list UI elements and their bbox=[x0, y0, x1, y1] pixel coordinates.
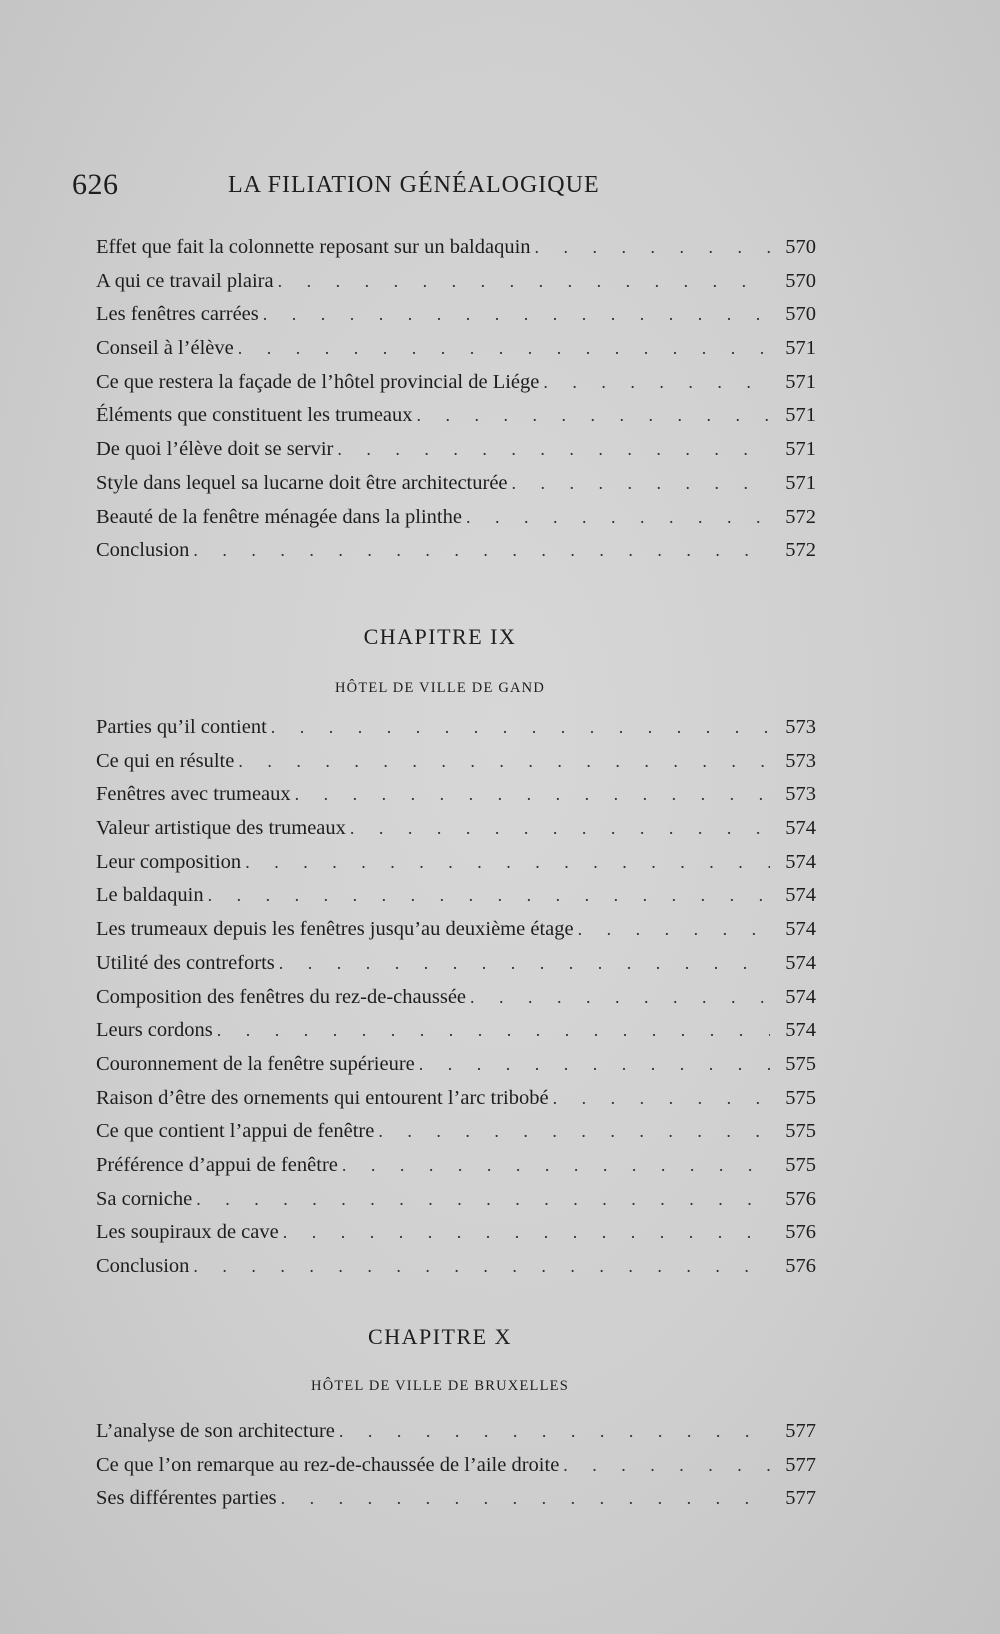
toc-entry bbox=[96, 711, 816, 745]
toc-entry-text: De quoi l’élève doit se servir bbox=[96, 438, 334, 461]
toc-section-chapter-x bbox=[96, 1415, 816, 1516]
toc-entry-text: Couronnement de la fenêtre supérieure bbox=[96, 1052, 415, 1075]
toc-entry bbox=[96, 501, 816, 535]
chapter-title: CHAPITRE IX bbox=[363, 624, 517, 649]
dot-leader bbox=[238, 745, 770, 779]
toc-entry-text: Parties qu’il contient bbox=[96, 716, 267, 738]
chapter-subtitle: HÔTEL DE VILLE DE GAND bbox=[334, 680, 546, 696]
toc-entry bbox=[96, 1014, 816, 1048]
toc-entry bbox=[96, 745, 816, 779]
toc-entry-text: Les fenêtres carrées bbox=[96, 303, 259, 326]
toc-entry-text: Ce que restera la façade de l’hôtel provincial de Liége bbox=[96, 370, 540, 393]
toc-entry-page: 570 bbox=[785, 236, 816, 258]
toc-entry bbox=[96, 1115, 816, 1149]
toc-entry bbox=[96, 366, 816, 400]
toc-entry-page: 575 bbox=[785, 1052, 816, 1075]
dot-leader bbox=[553, 1082, 770, 1116]
toc-entry-text: L’analyse de son architecture bbox=[96, 1420, 335, 1442]
toc-entry-page: 575 bbox=[785, 1120, 816, 1143]
toc-entry-text: Ce que l’on remarque au rez-de-chaussée de l’aile droite bbox=[96, 1453, 560, 1476]
toc-entry-page: 575 bbox=[785, 1086, 816, 1109]
toc-entry bbox=[96, 1216, 816, 1250]
toc-entry-text: Préférence d’appui de fenêtre bbox=[96, 1153, 338, 1176]
toc-entry bbox=[96, 879, 816, 913]
toc-entry-page: 570 bbox=[785, 269, 816, 292]
dot-leader bbox=[339, 1415, 770, 1449]
dot-leader bbox=[196, 1183, 770, 1217]
dot-leader bbox=[417, 399, 770, 433]
toc-entry bbox=[96, 981, 816, 1015]
toc-entry bbox=[96, 1415, 816, 1449]
running-title: LA FILIATION GÉNÉALOGIQUE bbox=[228, 172, 600, 198]
toc-entry-text: Beauté de la fenêtre ménagée dans la plinthe bbox=[96, 505, 462, 528]
toc-entry-text: Éléments que constituent les trumeaux bbox=[96, 404, 413, 427]
dot-leader bbox=[535, 231, 770, 265]
toc-entry-page: 574 bbox=[785, 817, 816, 840]
dot-leader bbox=[378, 1115, 770, 1149]
dot-leader bbox=[350, 812, 770, 846]
toc-entry-text: Conclusion bbox=[96, 539, 190, 562]
toc-entry-text: Le baldaquin bbox=[96, 884, 204, 907]
toc-entry-page: 577 bbox=[785, 1420, 816, 1442]
dot-leader bbox=[470, 981, 770, 1015]
toc-entry-text: Leurs cordons bbox=[96, 1019, 213, 1042]
toc-entry-page: 572 bbox=[785, 505, 816, 528]
dot-leader bbox=[278, 265, 770, 299]
toc-entry-text: Ses différentes parties bbox=[96, 1487, 277, 1510]
dot-leader bbox=[238, 332, 770, 366]
dot-leader bbox=[543, 366, 770, 400]
toc-entry bbox=[96, 298, 816, 332]
toc-entry-text: Valeur artistique des trumeaux bbox=[96, 817, 346, 840]
toc-entry-page: 571 bbox=[785, 370, 816, 393]
toc-entry-page: 574 bbox=[785, 985, 816, 1008]
toc-entry-text: Raison d’être des ornements qui entourent l’arc tribobé bbox=[96, 1086, 549, 1109]
toc-entry-text: Utilité des contreforts bbox=[96, 951, 275, 974]
running-head bbox=[72, 168, 652, 204]
toc-entry-page: 574 bbox=[785, 1019, 816, 1042]
toc-entry-page: 571 bbox=[785, 404, 816, 427]
dot-leader bbox=[271, 711, 770, 745]
toc-entry-page: 572 bbox=[785, 539, 816, 562]
toc-entry bbox=[96, 467, 816, 501]
toc-entry bbox=[96, 846, 816, 880]
chapter-subtitle: HÔTEL DE VILLE DE BRUXELLES bbox=[311, 1378, 569, 1394]
toc-entry-page: 576 bbox=[785, 1221, 816, 1244]
toc-entry-page: 571 bbox=[785, 438, 816, 461]
toc-entry-page: 571 bbox=[785, 471, 816, 494]
dot-leader bbox=[512, 467, 770, 501]
toc-entry-page: 576 bbox=[785, 1187, 816, 1210]
dot-leader bbox=[193, 1250, 770, 1284]
dot-leader bbox=[281, 1482, 770, 1516]
dot-leader bbox=[466, 501, 770, 535]
dot-leader bbox=[419, 1048, 770, 1082]
toc-entry bbox=[96, 1250, 816, 1284]
dot-leader bbox=[263, 298, 770, 332]
toc-section-continued bbox=[96, 231, 816, 568]
toc-entry-text: Composition des fenêtres du rez-de-chaussée bbox=[96, 985, 467, 1008]
dot-leader bbox=[337, 433, 770, 467]
toc-entry-text: Ce qui en résulte bbox=[96, 749, 235, 772]
toc-entry-page: 574 bbox=[785, 884, 816, 907]
toc-entry bbox=[96, 1482, 816, 1516]
toc-entry bbox=[96, 265, 816, 299]
toc-entry bbox=[96, 399, 816, 433]
toc-entry-text: Sa corniche bbox=[96, 1187, 193, 1210]
dot-leader bbox=[283, 1216, 770, 1250]
toc-entry-page: 570 bbox=[785, 303, 816, 326]
chapter-title: CHAPITRE X bbox=[368, 1324, 512, 1349]
dot-leader bbox=[217, 1014, 770, 1048]
dot-leader bbox=[563, 1449, 770, 1483]
dot-leader bbox=[193, 534, 770, 568]
dot-leader bbox=[208, 879, 770, 913]
toc-entry-text: Ce que contient l’appui de fenêtre bbox=[96, 1120, 375, 1143]
toc-entry-text: Conseil à l’élève bbox=[96, 337, 234, 360]
toc-entry bbox=[96, 1082, 816, 1116]
toc-entry-text: Les trumeaux depuis les fenêtres jusqu’au deuxième étage bbox=[96, 918, 574, 941]
toc-entry-page: 571 bbox=[785, 337, 816, 360]
toc-entry bbox=[96, 1449, 816, 1483]
toc-entry bbox=[96, 947, 816, 981]
toc-entry-page: 577 bbox=[785, 1487, 816, 1510]
toc-entry bbox=[96, 231, 816, 265]
toc-entry bbox=[96, 812, 816, 846]
toc-entry-text: Les soupiraux de cave bbox=[96, 1221, 279, 1244]
toc-entry bbox=[96, 433, 816, 467]
dot-leader bbox=[342, 1149, 770, 1183]
page-number: 626 bbox=[72, 168, 119, 201]
toc-entry-text: Fenêtres avec trumeaux bbox=[96, 783, 291, 806]
toc-entry-text: A qui ce travail plaira bbox=[96, 269, 274, 292]
dot-leader bbox=[245, 846, 770, 880]
toc-section-chapter-ix bbox=[96, 711, 816, 1284]
toc-entry-text: Conclusion bbox=[96, 1255, 190, 1277]
toc-entry-text: Effet que fait la colonnette reposant sur un baldaquin bbox=[96, 236, 531, 258]
toc-entry bbox=[96, 913, 816, 947]
toc-entry-page: 573 bbox=[785, 783, 816, 806]
dot-leader bbox=[295, 778, 770, 812]
toc-entry-page: 573 bbox=[785, 749, 816, 772]
dot-leader bbox=[279, 947, 770, 981]
toc-entry-page: 577 bbox=[785, 1453, 816, 1476]
toc-entry-page: 574 bbox=[785, 850, 816, 873]
toc-entry bbox=[96, 332, 816, 366]
dot-leader bbox=[578, 913, 770, 947]
toc-entry-page: 574 bbox=[785, 918, 816, 941]
toc-entry-text: Style dans lequel sa lucarne doit être architecturée bbox=[96, 471, 508, 494]
toc-entry-page: 574 bbox=[785, 951, 816, 974]
toc-entry bbox=[96, 534, 816, 568]
toc-entry-text: Leur composition bbox=[96, 850, 242, 873]
toc-entry bbox=[96, 1149, 816, 1183]
toc-entry bbox=[96, 1048, 816, 1082]
toc-entry-page: 575 bbox=[785, 1153, 816, 1176]
toc-entry bbox=[96, 778, 816, 812]
toc-entry-page: 576 bbox=[785, 1255, 816, 1277]
toc-entry-page: 573 bbox=[785, 716, 816, 738]
toc-entry bbox=[96, 1183, 816, 1217]
